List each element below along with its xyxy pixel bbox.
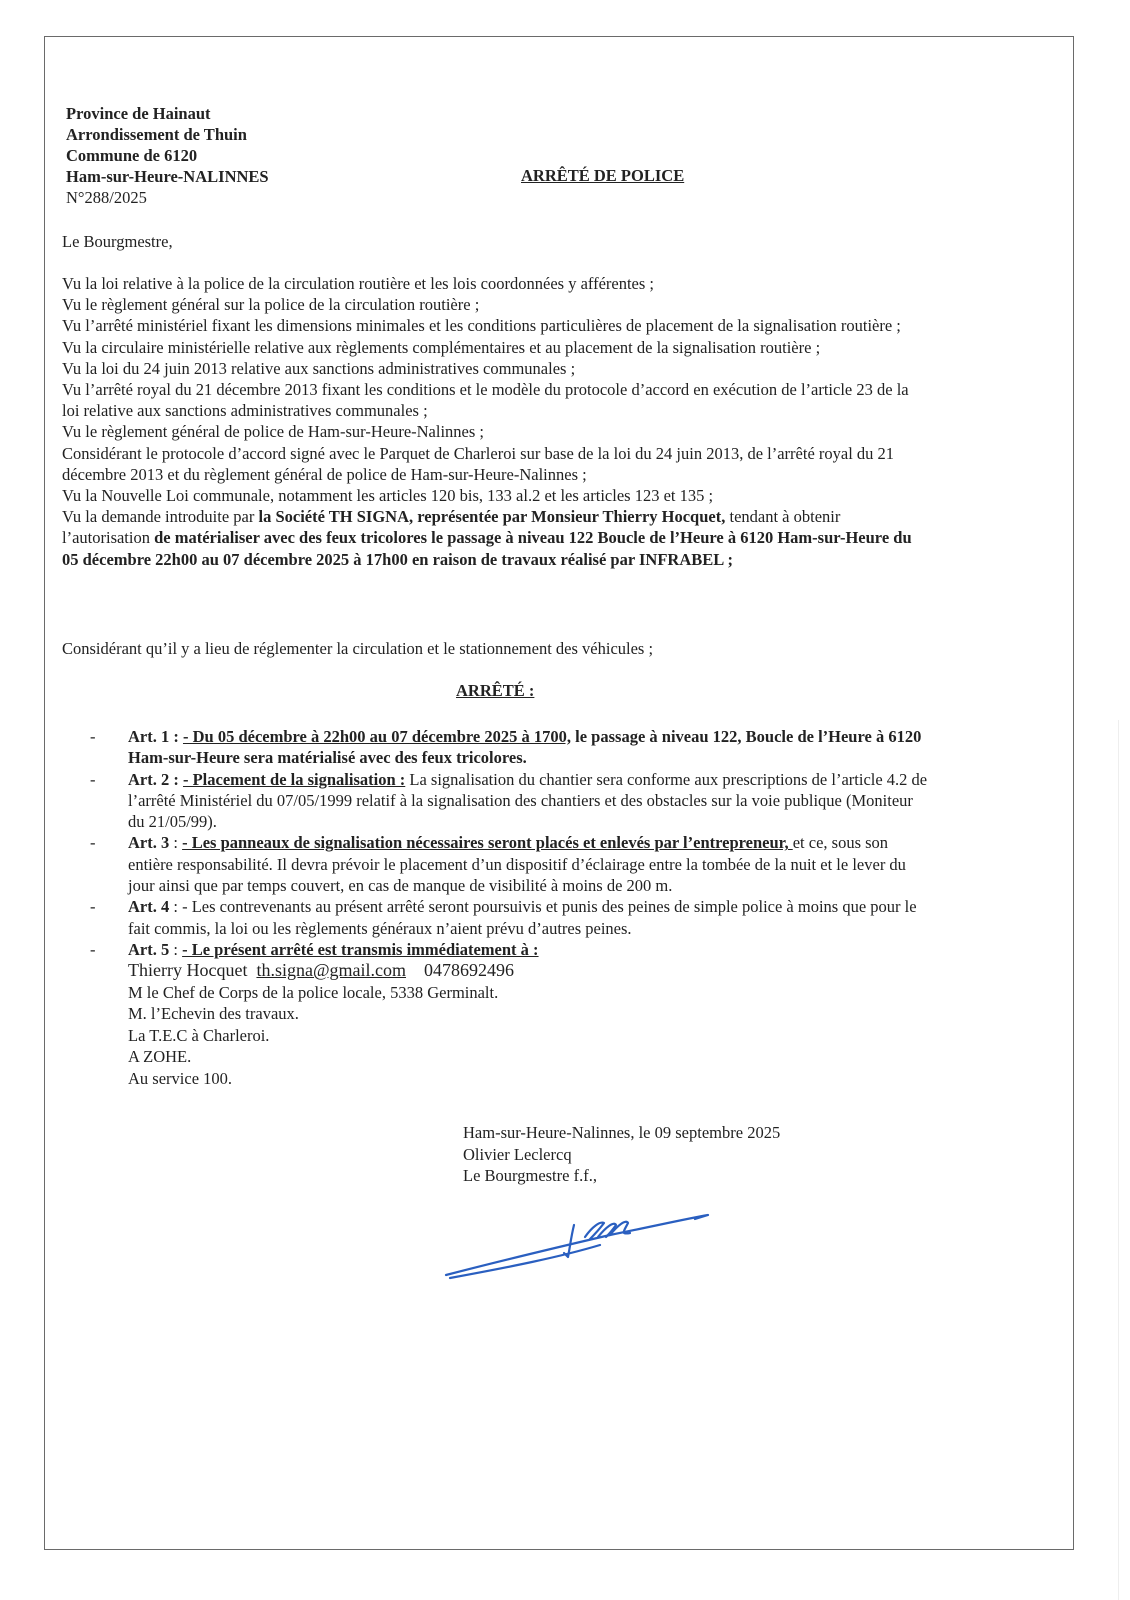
article-text: et ce, sous son: [792, 833, 889, 853]
recipient-line: Au service 100.: [128, 1068, 233, 1088]
consideration-line: Vu le règlement général sur la police de la circulation routière ;: [62, 295, 480, 315]
place-date: Ham-sur-Heure-Nalinnes, le 09 septembre 2025: [463, 1123, 781, 1142]
document-title: ARRÊTÉ DE POLICE: [521, 166, 685, 185]
request-object: de matérialiser avec des feux tricolores le passage à niveau 122 Boucle de l’Heure à 6120 Ham-sur-Heure du: [154, 528, 912, 548]
request-text: tendant à obtenir: [725, 507, 841, 527]
consideration-line: loi relative aux sanctions administratives communales ;: [62, 401, 428, 421]
article-text: jour ainsi que par temps couvert, en cas de manque de visibilité à moins de 200 m.: [128, 876, 673, 896]
recipient-name: Thierry Hocquet: [128, 960, 248, 981]
article-2: [90, 769, 927, 833]
article-emphasis: - Les panneaux de signalisation nécessaires seront placés et enlevés par l’entrepreneur,: [182, 833, 793, 853]
list-dash: -: [90, 769, 96, 789]
request-text: Vu la demande introduite par: [62, 507, 259, 527]
article-3: [90, 832, 927, 896]
article-label: Art. 2 :: [128, 769, 183, 789]
consideration-line: décembre 2013 et du règlement général de police de Ham-sur-Heure-Nalinnes ;: [62, 464, 587, 484]
article-emphasis: - Du 05 décembre à 22h00 au 07 décembre 2025 à 1700,: [182, 727, 572, 746]
list-dash: -: [90, 833, 96, 853]
article-label: Art. 3: [128, 833, 170, 853]
article-sep: :: [169, 939, 183, 959]
decree-number: N°288/2025: [66, 188, 147, 207]
consideration-line: Vu la Nouvelle Loi communale, notamment les articles 120 bis, 133 al.2 et les articles 123 et 135 ;: [62, 486, 714, 506]
article-text: l’arrêté Ministériel du 07/05/1999 relatif à la signalisation des chantiers et des obstacles sur la voie publique (Moniteur: [128, 790, 913, 810]
article-text: le passage à niveau 122, Boucle de l’Heure à 6120: [571, 727, 922, 746]
request-text: l’autorisation: [62, 528, 155, 548]
article-text: Ham-sur-Heure sera matérialisé avec des feux tricolores.: [128, 748, 527, 768]
request-line: [62, 506, 1052, 527]
consideration-line: Vu la loi relative à la police de la circulation routière et les lois coordonnées y afférentes ;: [62, 274, 655, 293]
recipient-phone: 0478692496: [424, 960, 515, 981]
header-line: Ham-sur-Heure-NALINNES: [66, 167, 269, 186]
salutation: Le Bourgmestre,: [62, 232, 173, 251]
article-text: La signalisation du chantier sera conforme aux prescriptions de l’article 4.2 de: [405, 769, 928, 789]
recipient-line: M. l’Echevin des travaux.: [128, 1004, 299, 1024]
consideration-line: Vu le règlement général de police de Ham-sur-Heure-Nalinnes ;: [62, 422, 484, 442]
article-emphasis: - Le présent arrêté est transmis immédiatement à :: [182, 939, 539, 959]
article-5: [90, 939, 927, 1089]
article-label: Art. 4: [128, 897, 170, 917]
article-sep: :: [169, 833, 183, 853]
issuer-header: [66, 103, 269, 208]
request-line: 05 décembre 22h00 au 07 décembre 2025 à 17h00 en raison de travaux réalisé par INFRABEL ;: [62, 549, 733, 569]
recipient-line: La T.E.C à Charleroi.: [128, 1025, 270, 1045]
signature-block: [463, 1122, 780, 1187]
consideration-line: Vu la circulaire ministérielle relative aux règlements complémentaires et au placement de la signalisation routière ;: [62, 337, 821, 357]
recipients-list: [128, 960, 927, 1089]
signatory-name: Olivier Leclercq: [463, 1144, 572, 1164]
article-emphasis: - Placement de la signalisation :: [182, 769, 406, 789]
header-line: Arrondissement de Thuin: [66, 125, 247, 144]
consideration-line: Vu la loi du 24 juin 2013 relative aux sanctions administratives communales ;: [62, 358, 576, 378]
signatory-role: Le Bourgmestre f.f.,: [463, 1166, 597, 1185]
header-line: Commune de 6120: [66, 146, 198, 165]
requester: la Société TH SIGNA, représentée par Monsieur Thierry Hocquet,: [258, 507, 726, 527]
article-text: du 21/05/99).: [128, 812, 217, 832]
article-4: [90, 896, 927, 939]
article-text: fait commis, la loi ou les règlements généraux n’aient prévu d’autres peines.: [128, 918, 632, 938]
scan-edge: [1118, 720, 1119, 1600]
considerations-block: [62, 273, 1052, 570]
consideration-line: Considérant le protocole d’accord signé avec le Parquet de Charleroi sur base de la loi du 24 juin 2013, de l’arrêté royal du 21: [62, 443, 895, 463]
consideration-line: Vu l’arrêté ministériel fixant les dimensions minimales et les conditions particulières de placement de la signalisation routière ;: [62, 316, 901, 336]
recipient-line: A ZOHE.: [128, 1047, 192, 1067]
considerant-line: Considérant qu’il y a lieu de réglementer la circulation et le stationnement des véhicules ;: [62, 639, 654, 658]
recipient-line: M le Chef de Corps de la police locale, 5338 Germinalt.: [128, 982, 499, 1002]
article-label: Art. 1 :: [128, 727, 183, 746]
list-dash: -: [90, 727, 96, 746]
article-label: Art. 5: [128, 939, 170, 959]
list-dash: -: [90, 939, 96, 959]
article-text: : - Les contrevenants au présent arrêté seront poursuivis et punis des peines de simple police à moins que pour le: [169, 897, 917, 917]
article-1: [90, 726, 927, 769]
articles-list: [90, 726, 927, 1089]
consideration-line: Vu l’arrêté royal du 21 décembre 2013 fixant les conditions et le modèle du protocole d’accord en exécution de l’article 23 de la: [62, 380, 909, 400]
recipient-email-link[interactable]: th.signa@gmail.com: [256, 960, 407, 981]
header-line: Province de Hainaut: [66, 104, 211, 123]
arrete-heading: ARRÊTÉ :: [456, 681, 535, 700]
recipient-contact: [128, 960, 927, 982]
article-text: entière responsabilité. Il devra prévoir le placement d’un dispositif d’éclairage entre la tombée de la nuit et le lever du: [128, 854, 906, 874]
handwritten-signature-icon: [440, 1205, 720, 1285]
list-dash: -: [90, 897, 96, 917]
request-line: [62, 527, 1052, 548]
